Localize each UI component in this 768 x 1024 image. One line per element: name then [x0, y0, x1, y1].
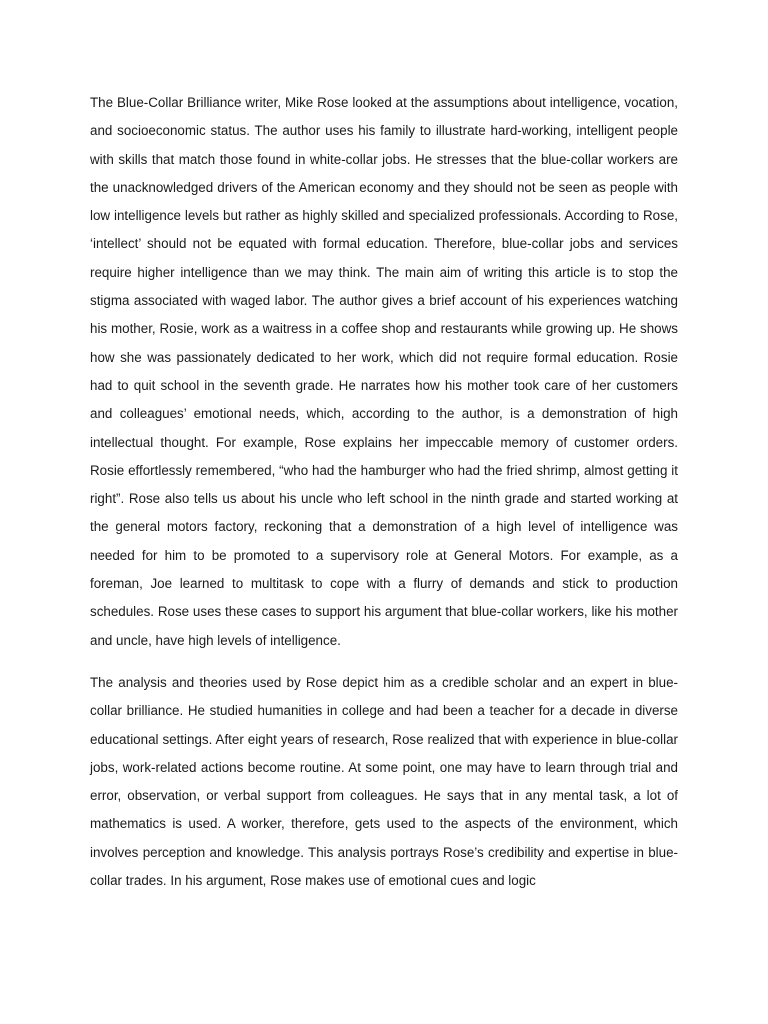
- document-page: [90, 89, 678, 895]
- paragraph-1: The Blue-Collar Brilliance writer, Mike Rose looked at the assumptions about intelligence, vocation, and socioeconomic status. The author uses his family to illustrate hard-working, intelligent people with skills that match those found in white-collar jobs. He stresses that the blue-collar workers are the unacknowledged drivers of the American economy and they should not be seen as people with low intelligence levels but rather as highly skilled and specialized professionals. According to Rose, ‘intellect’ should not be equated with formal education. Therefore, blue-collar jobs and services require higher intelligence than we may think. The main aim of writing this article is to stop the stigma associated with waged labor. The author gives a brief account of his experiences watching his mother, Rosie, work as a waitress in a coffee shop and restaurants while growing up. He shows how she was passionately dedicated to her work, which did not require formal education. Rosie had to quit school in the seventh grade. He narrates how his mother took care of her customers and colleagues’ emotional needs, which, according to the author, is a demonstration of high intellectual thought. For example, Rose explains her impeccable memory of customer orders. Rosie effortlessly remembered, “who had the hamburger who had the fried shrimp, almost getting it right”. Rose also tells us about his uncle who left school in the ninth grade and started working at the general motors factory, reckoning that a demonstration of a high level of intelligence was needed for him to be promoted to a supervisory role at General Motors. For example, as a foreman, Joe learned to multitask to cope with a flurry of demands and stick to production schedules. Rose uses these cases to support his argument that blue-collar workers, like his mother and uncle, have high levels of intelligence.: [90, 95, 678, 648]
- paragraph-2: The analysis and theories used by Rose depict him as a credible scholar and an expert in blue-collar brilliance. He studied humanities in college and had been a teacher for a decade in diverse educational settings. After eight years of research, Rose realized that with experience in blue-collar jobs, work-related actions become routine. At some point, one may have to learn through trial and error, observation, or verbal support from colleagues. He says that in any mental task, a lot of mathematics is used. A worker, therefore, gets used to the aspects of the environment, which involves perception and knowledge. This analysis portrays Rose’s credibility and expertise in blue-collar trades. In his argument, Rose makes use of emotional cues and logic: [90, 674, 678, 889]
